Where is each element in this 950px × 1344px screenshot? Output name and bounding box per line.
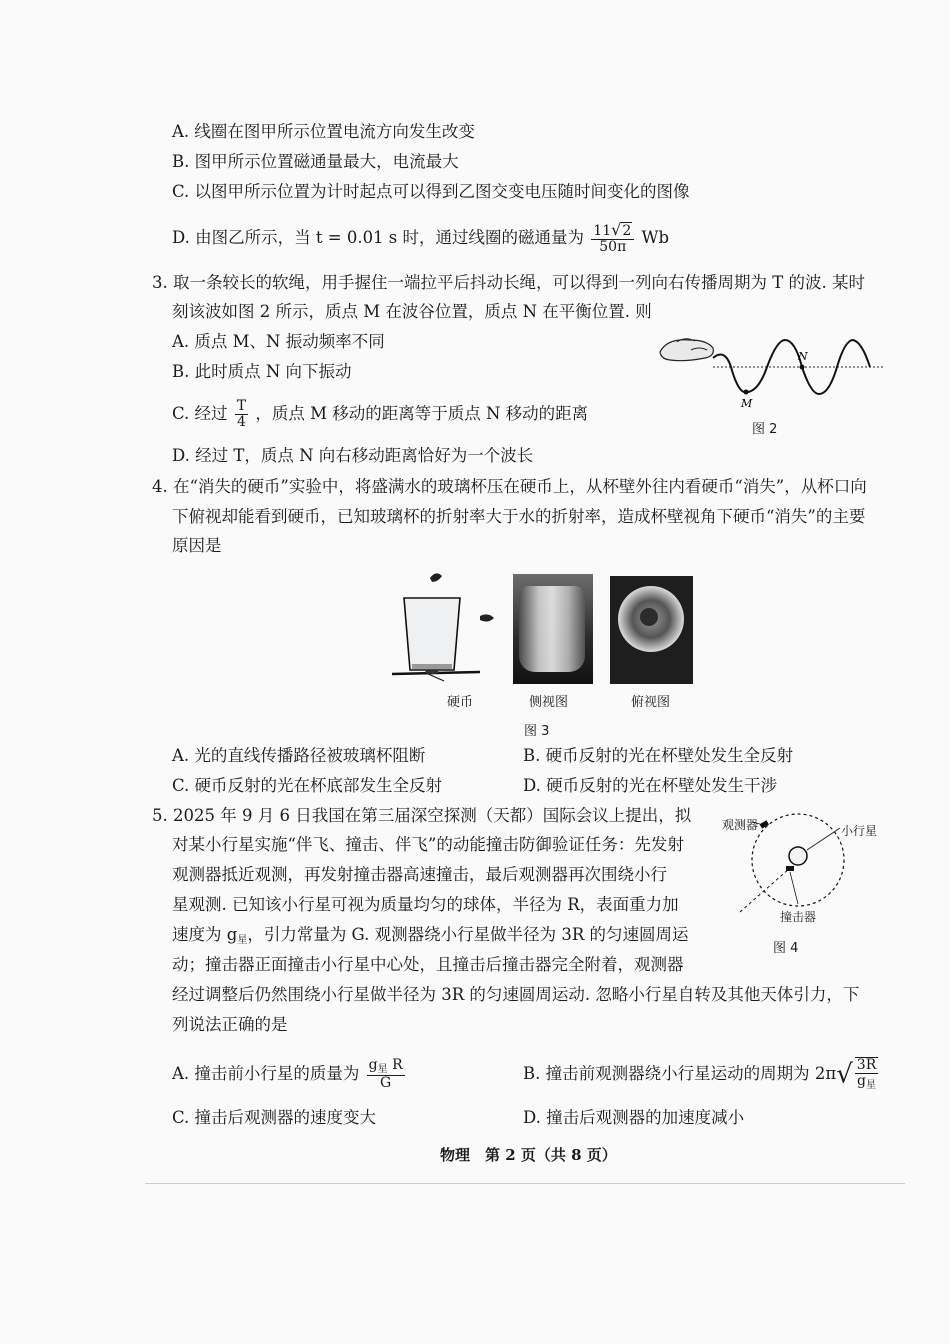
q5-line3: 观测器抵近观测，再发射撞击器高速撞击，最后观测器再次围绕小行 bbox=[172, 865, 667, 884]
q2-option-d-text: D. 由图乙所示，当 t = 0.01 s 时，通过线圈的磁通量为 bbox=[172, 228, 585, 247]
label-impactor: 撞击器 bbox=[780, 910, 817, 924]
flux-numerator: 11 bbox=[593, 223, 612, 240]
label-n: N bbox=[798, 350, 808, 363]
glass-outline bbox=[404, 598, 460, 670]
q3-option-c-pre: C. 经过 bbox=[172, 404, 228, 423]
asteroid-pointer bbox=[807, 828, 840, 850]
observer-icon bbox=[760, 820, 769, 828]
q2-option-d bbox=[172, 216, 669, 260]
period-den-sub: 星 bbox=[865, 1080, 876, 1092]
impactor-pointer bbox=[790, 872, 798, 904]
q4-option-d: D. 硬币反射的光在杯壁处发生干涉 bbox=[523, 776, 778, 795]
hand-icon bbox=[660, 339, 713, 361]
q5-option-b-text: B. 撞击前观测器绕小行星运动的周期为 2π bbox=[523, 1064, 837, 1083]
top-view-photo bbox=[610, 576, 693, 684]
side-view-photo bbox=[513, 574, 593, 684]
flux-unit: Wb bbox=[641, 228, 670, 247]
q5-option-b bbox=[523, 1052, 880, 1097]
label-asteroid: 小行星 bbox=[841, 824, 878, 838]
q2-option-c: C. 以图甲所示位置为计时起点可以得到乙图交变电压随时间变化的图像 bbox=[172, 182, 690, 201]
fig2-caption: 图 2 bbox=[752, 422, 778, 437]
q4-option-c: C. 硬币反射的光在杯底部发生全反射 bbox=[172, 776, 443, 795]
q5-line1: 5. 2025 年 9 月 6 日我国在第三届深空探测（天都）国际会议上提出，拟 bbox=[152, 806, 692, 825]
impactor-path bbox=[740, 868, 790, 912]
coin-in-glass bbox=[640, 608, 658, 626]
q5-line5-post: ，引力常量为 G. 观测器绕小行星做半径为 3R 的匀速圆周运 bbox=[247, 925, 689, 944]
q3-option-d: D. 经过 T，质点 N 向右移动距离恰好为一个波长 bbox=[172, 446, 534, 465]
q5-line7: 经过调整后仍然围绕小行星做半径为 3R 的匀速圆周运动. 忽略小行星自转及其他天体引力，下 bbox=[172, 985, 860, 1004]
q3-stem-line1: 3. 取一条较长的软绳，用手握住一端拉平后抖动长绳，可以得到一列向右传播周期为 T 的波. 某时 bbox=[152, 273, 865, 292]
q5-option-d: D. 撞击后观测器的加速度减小 bbox=[523, 1108, 745, 1127]
q5-line5-pre: 速度为 g bbox=[172, 925, 238, 944]
q4-stem-line2: 下俯视却能看到硬币，已知玻璃杯的折射率大于水的折射率，造成杯壁视角下硬币“消失”的主要 bbox=[172, 507, 866, 526]
mass-fraction bbox=[367, 1058, 405, 1091]
label-m: M bbox=[741, 397, 753, 410]
fig3-caption: 图 3 bbox=[524, 724, 550, 739]
label-top-view: 俯视图 bbox=[631, 695, 671, 710]
q5-line5 bbox=[172, 924, 689, 952]
side-glass-shape bbox=[519, 586, 585, 672]
q2-option-b: B. 图甲所示位置磁通量最大，电流最大 bbox=[172, 152, 459, 171]
q5-option-a-text: A. 撞击前小行星的质量为 bbox=[172, 1064, 360, 1083]
period-den-g: g bbox=[857, 1073, 866, 1090]
mass-num-r: R bbox=[392, 1056, 403, 1073]
fig4-caption: 图 4 bbox=[773, 941, 799, 956]
mass-num-sub: 星 bbox=[377, 1063, 388, 1075]
q3-option-c bbox=[172, 392, 588, 436]
asteroid-shape bbox=[789, 847, 807, 865]
q3-option-b: B. 此时质点 N 向下振动 bbox=[172, 362, 352, 381]
mass-num-g: g bbox=[368, 1056, 378, 1073]
eye-side-icon bbox=[480, 614, 494, 621]
q5-line4: 星观测. 已知该小行星可视为质量均匀的球体，半径为 R，表面重力加 bbox=[172, 895, 679, 914]
fraction-numerator: T bbox=[236, 398, 247, 415]
flux-sqrt-arg: 2 bbox=[622, 223, 632, 240]
coin-shape bbox=[425, 670, 439, 674]
q3-option-a: A. 质点 M、N 振动频率不同 bbox=[172, 332, 385, 351]
impactor-icon bbox=[786, 866, 794, 871]
eye-top-icon bbox=[430, 573, 442, 582]
glass-base bbox=[412, 664, 452, 669]
q4-stem-line3: 原因是 bbox=[172, 536, 222, 555]
mass-denominator: G bbox=[380, 1075, 392, 1092]
page-divider bbox=[145, 1183, 905, 1184]
q2-option-a: A. 线圈在图甲所示位置电流方向发生改变 bbox=[172, 122, 475, 141]
flux-fraction: $\frac{11√2}{50\pi}$ bbox=[591, 222, 634, 254]
q4-option-a: A. 光的直线传播路径被玻璃杯阻断 bbox=[172, 746, 426, 765]
q5-line8: 列说法正确的是 bbox=[172, 1015, 288, 1034]
q4-option-b: B. 硬币反射的光在杯壁处发生全反射 bbox=[523, 746, 794, 765]
q5-line2: 对某小行星实施“伴飞、撞击、伴飞”的动能撞击防御验证任务：先发射 bbox=[172, 835, 684, 854]
q5-line6: 动；撞击器正面撞击小行星中心处，且撞击后撞击器完全附着，观测器 bbox=[172, 955, 684, 974]
quarter-period-fraction bbox=[235, 399, 248, 429]
wave-figure bbox=[655, 330, 890, 410]
period-numerator: 3R bbox=[856, 1057, 877, 1074]
point-m bbox=[744, 390, 749, 395]
label-side-view: 侧视图 bbox=[529, 695, 569, 710]
q5-option-c: C. 撞击后观测器的速度变大 bbox=[172, 1108, 377, 1127]
q3-option-c-post: ，质点 M 移动的距离等于质点 N 移动的距离 bbox=[255, 404, 589, 423]
glass-diagram bbox=[392, 568, 502, 688]
label-observer: 观测器 bbox=[722, 818, 759, 832]
fraction-denominator: 4 bbox=[236, 414, 246, 430]
q3-stem-line2: 刻该波如图 2 所示，质点 M 在波谷位置，质点 N 在平衡位置. 则 bbox=[172, 302, 652, 321]
label-coin: 硬币 bbox=[447, 695, 474, 710]
flux-denominator: 50π bbox=[599, 239, 627, 256]
page-footer: 物理 第 2 页（共 8 页） bbox=[440, 1146, 617, 1164]
q5-option-a bbox=[172, 1052, 407, 1096]
g-subscript: 星 bbox=[237, 935, 248, 946]
point-n bbox=[800, 365, 805, 370]
q4-stem-line1: 4. 在“消失的硬币”实验中，将盛满水的玻璃杯压在硬币上，从杯壁外往内看硬币“消失”，从杯口向 bbox=[152, 477, 867, 496]
period-sqrt: √ $\frac{3R}{g_星}$ bbox=[836, 1057, 877, 1092]
